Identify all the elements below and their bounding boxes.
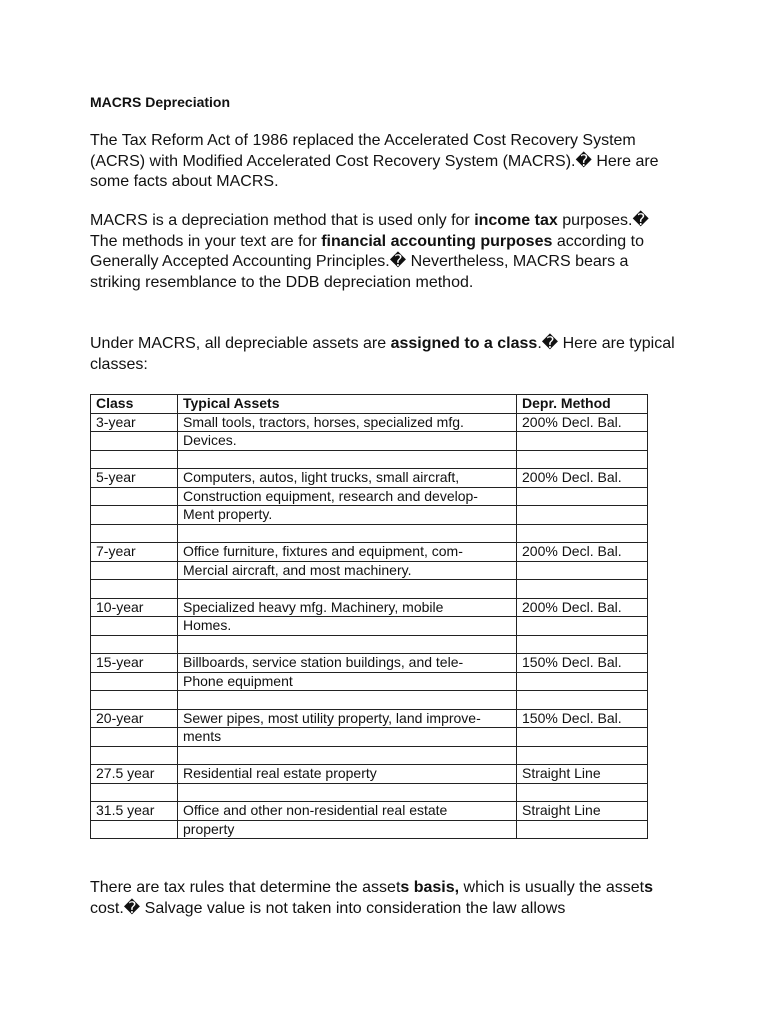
- class-cell: [91, 691, 178, 710]
- method-cell: [517, 617, 648, 636]
- class-cell: [91, 617, 178, 636]
- class-cell: 5-year: [91, 469, 178, 488]
- table-row: [91, 543, 648, 562]
- method-cell: 200% Decl. Bal.: [517, 543, 648, 562]
- table-row: [91, 672, 648, 691]
- p4-bold-s: s: [644, 879, 653, 896]
- assets-cell: Specialized heavy mfg. Machinery, mobile: [178, 598, 517, 617]
- method-cell: [517, 450, 648, 469]
- macrs-class-table: [90, 394, 648, 839]
- class-cell: 27.5 year: [91, 765, 178, 784]
- table-row: [91, 802, 648, 821]
- header-class: Class: [91, 395, 178, 414]
- table-row: [91, 691, 648, 710]
- assets-cell: Devices.: [178, 432, 517, 451]
- assets-cell: [178, 691, 517, 710]
- assets-cell: Residential real estate property: [178, 765, 517, 784]
- p3-text-a: Under MACRS, all depreciable assets are: [90, 335, 391, 352]
- assets-cell: [178, 783, 517, 802]
- assets-cell: [178, 635, 517, 654]
- table-row: [91, 617, 648, 636]
- table-row: [91, 450, 648, 469]
- document-title: MACRS Depreciation: [90, 94, 231, 110]
- class-cell: [91, 450, 178, 469]
- class-cell: [91, 580, 178, 599]
- p3-bold-assigned: assigned to a class: [390, 335, 538, 352]
- table-row: [91, 746, 648, 765]
- method-cell: 150% Decl. Bal.: [517, 709, 648, 728]
- class-cell: [91, 728, 178, 747]
- p2-text-c: purposes.� The methods in your text are for: [90, 212, 649, 250]
- p2-text-e: according to Generally Accepted Accounting Principles.� Nevertheless, MACRS bears a striking resemblance to the DDB depreciation method.: [90, 232, 644, 291]
- class-paragraph: [90, 334, 680, 375]
- method-cell: 200% Decl. Bal.: [517, 469, 648, 488]
- income-tax-paragraph: [90, 211, 680, 293]
- table-row: [91, 469, 648, 488]
- table-row: [91, 598, 648, 617]
- method-cell: [517, 783, 648, 802]
- class-cell: 10-year: [91, 598, 178, 617]
- class-cell: [91, 506, 178, 525]
- method-cell: Straight Line: [517, 802, 648, 821]
- class-cell: [91, 672, 178, 691]
- table-row: [91, 783, 648, 802]
- method-cell: [517, 432, 648, 451]
- method-cell: Straight Line: [517, 765, 648, 784]
- assets-cell: Sewer pipes, most utility property, land improve-: [178, 709, 517, 728]
- assets-cell: Billboards, service station buildings, and tele-: [178, 654, 517, 673]
- table-row: [91, 432, 648, 451]
- method-cell: [517, 635, 648, 654]
- table-row: [91, 506, 648, 525]
- header-depr-method: Depr. Method: [517, 395, 648, 414]
- assets-cell: Computers, autos, light trucks, small aircraft,: [178, 469, 517, 488]
- assets-cell: [178, 450, 517, 469]
- assets-cell: ments: [178, 728, 517, 747]
- table-row: [91, 413, 648, 432]
- assets-cell: [178, 524, 517, 543]
- class-cell: [91, 635, 178, 654]
- method-cell: [517, 487, 648, 506]
- class-cell: 3-year: [91, 413, 178, 432]
- table-row: [91, 654, 648, 673]
- method-cell: [517, 820, 648, 839]
- assets-cell: property: [178, 820, 517, 839]
- class-cell: 31.5 year: [91, 802, 178, 821]
- method-cell: [517, 691, 648, 710]
- class-cell: [91, 561, 178, 580]
- method-cell: [517, 524, 648, 543]
- method-cell: 200% Decl. Bal.: [517, 413, 648, 432]
- class-cell: 15-year: [91, 654, 178, 673]
- method-cell: [517, 506, 648, 525]
- intro-paragraph: The Tax Reform Act of 1986 replaced the Accelerated Cost Recovery System (ACRS) with Modified Accelerated Cost Recovery System (MACRS).� Here are some facts about MACRS.: [90, 132, 659, 190]
- p4-text-c: which is usually the asset: [459, 879, 645, 896]
- assets-cell: Office furniture, fixtures and equipment, com-: [178, 543, 517, 562]
- assets-cell: Homes.: [178, 617, 517, 636]
- table-row: [91, 561, 648, 580]
- table-row: [91, 580, 648, 599]
- p2-text-a: MACRS is a depreciation method that is used only for: [90, 212, 475, 229]
- method-cell: [517, 580, 648, 599]
- method-cell: [517, 746, 648, 765]
- method-cell: [517, 728, 648, 747]
- method-cell: 150% Decl. Bal.: [517, 654, 648, 673]
- table-body: [91, 413, 648, 839]
- method-cell: 200% Decl. Bal.: [517, 598, 648, 617]
- p2-bold-income-tax: income tax: [474, 212, 558, 229]
- table-header-row: [91, 395, 648, 414]
- table-row: [91, 487, 648, 506]
- basis-paragraph: [90, 878, 680, 919]
- method-cell: [517, 672, 648, 691]
- table-row: [91, 728, 648, 747]
- p4-text-e: cost.� Salvage value is not taken into consideration the law allows: [90, 899, 566, 917]
- table-row: [91, 524, 648, 543]
- p4-bold-basis: s basis,: [400, 879, 460, 896]
- assets-cell: [178, 746, 517, 765]
- assets-cell: Phone equipment: [178, 672, 517, 691]
- class-cell: 7-year: [91, 543, 178, 562]
- class-cell: [91, 487, 178, 506]
- table-row: [91, 765, 648, 784]
- method-cell: [517, 561, 648, 580]
- class-cell: [91, 432, 178, 451]
- assets-cell: Small tools, tractors, horses, specialized mfg.: [178, 413, 517, 432]
- class-cell: [91, 746, 178, 765]
- assets-cell: Ment property.: [178, 506, 517, 525]
- class-cell: [91, 820, 178, 839]
- assets-cell: Mercial aircraft, and most machinery.: [178, 561, 517, 580]
- assets-cell: Office and other non-residential real estate: [178, 802, 517, 821]
- assets-cell: Construction equipment, research and develop-: [178, 487, 517, 506]
- p3-text-c: .� Here are typical classes:: [90, 335, 675, 373]
- p4-text-a: There are tax rules that determine the asset: [90, 879, 401, 896]
- table-row: [91, 820, 648, 839]
- table-row: [91, 635, 648, 654]
- assets-cell: [178, 580, 517, 599]
- p2-bold-financial-accounting: financial accounting purposes: [321, 232, 553, 250]
- header-typical-assets: Typical Assets: [178, 395, 517, 414]
- class-cell: 20-year: [91, 709, 178, 728]
- class-cell: [91, 524, 178, 543]
- class-cell: [91, 783, 178, 802]
- table-row: [91, 709, 648, 728]
